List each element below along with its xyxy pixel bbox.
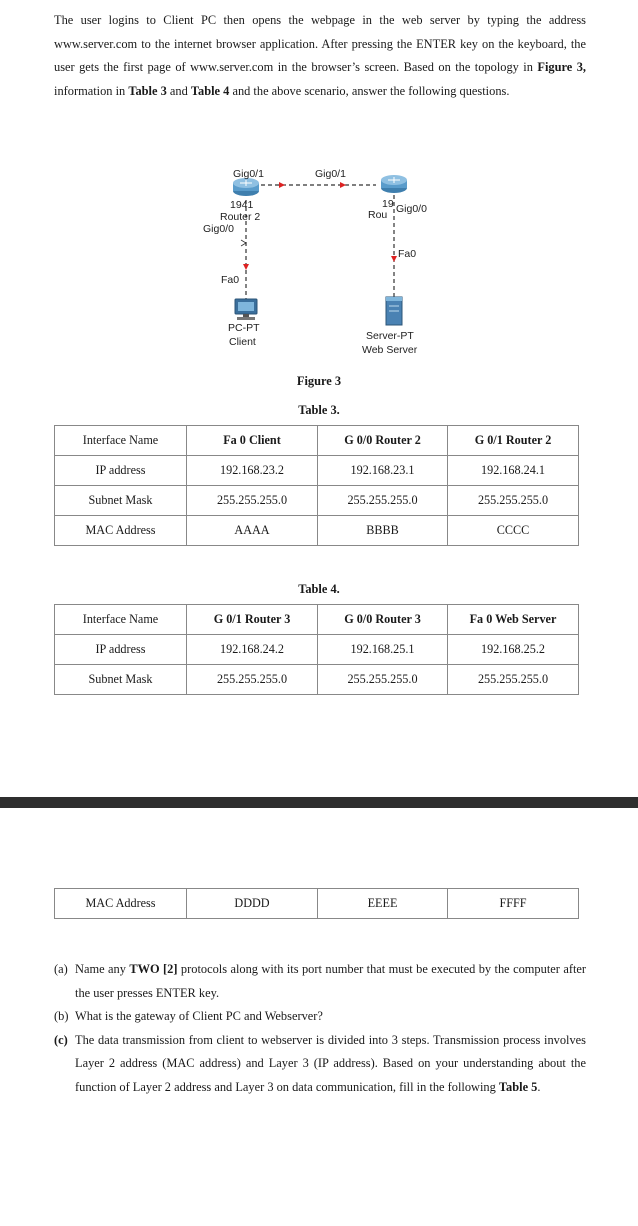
router3-name-label: Rou [368, 209, 388, 221]
table4-reference: Table 4 [190, 83, 230, 98]
table-cell: Subnet Mask [55, 665, 187, 695]
question-text-part: . [537, 1079, 541, 1094]
table4 [54, 604, 579, 695]
table-cell: IP address [55, 635, 187, 665]
link-status-icon [241, 240, 246, 246]
router2-gig00-label: Gig0/0 [203, 223, 234, 235]
figure-reference: Figure 3, [537, 60, 587, 74]
question-emphasis: Table 5 [498, 1079, 538, 1094]
table3-title: Table 3. [298, 403, 340, 417]
table-cell: CCCC [448, 516, 579, 546]
client-fa0-label: Fa0 [221, 274, 240, 286]
figure-caption: Figure 3 [296, 374, 342, 388]
question-label: (c) [54, 1032, 68, 1047]
question-text-part: protocols along with its port number that must be executed by the computer after the user presses ENTER key. [75, 962, 587, 1000]
router3-model-label: 19 [382, 198, 394, 210]
page-break-divider [0, 797, 638, 808]
router3-gig00-label: Gig0/0 [396, 203, 427, 215]
question-text [75, 958, 586, 1005]
table-cell: DDDD [187, 889, 318, 919]
intro-text: and [166, 83, 191, 98]
link-status-icon [391, 256, 397, 262]
server-icon [386, 297, 402, 325]
intro-text: and the above scenario, answer the following questions. [229, 83, 510, 98]
table-header-row [55, 426, 579, 456]
pc-icon [235, 299, 257, 320]
question-text [75, 1029, 586, 1100]
table-row [55, 635, 579, 665]
table-cell: 255.255.255.0 [448, 486, 579, 516]
question-label: (b) [54, 1009, 69, 1023]
router-icon [381, 175, 407, 193]
client-type-label: PC-PT [228, 322, 260, 334]
router-icon [233, 178, 259, 196]
link-status-icon [279, 182, 285, 188]
client-name-label: Client [229, 336, 256, 348]
question-c [54, 1029, 586, 1100]
table4-continued [54, 888, 579, 919]
table-cell: BBBB [318, 516, 448, 546]
table-header-cell: G 0/1 Router 3 [187, 605, 318, 635]
table4-title: Table 4. [298, 582, 340, 596]
server-name-label: Web Server [362, 344, 418, 356]
table-header-cell: Fa 0 Web Server [448, 605, 579, 635]
router2-name-label: Router 2 [220, 211, 261, 223]
router3-gig01-label: Gig0/1 [315, 168, 346, 180]
table-cell: 255.255.255.0 [187, 665, 318, 695]
intro-text: The user logins to Client PC then opens the webpage in the web server by typing the address www.server.com to the internet browser application. After pressing the ENTER key on the keyboard, the user gets the first page of www.server.com in the browser’s screen. Based on the topology in [54, 13, 586, 74]
table-cell: FFFF [448, 889, 579, 919]
table-header-cell: Interface Name [55, 605, 187, 635]
table-row [55, 665, 579, 695]
table-cell: MAC Address [55, 516, 187, 546]
question-text [75, 1005, 586, 1029]
table-cell: 192.168.23.1 [318, 456, 448, 486]
table-row [55, 889, 579, 919]
table-cell: AAAA [187, 516, 318, 546]
table-header-cell: G 0/0 Router 2 [318, 426, 448, 456]
server-type-label: Server-PT [366, 330, 414, 342]
table-header-row [55, 605, 579, 635]
table-header-cell: G 0/1 Router 2 [448, 426, 579, 456]
question-a [54, 958, 586, 1005]
table-row [55, 516, 579, 546]
table-cell: Subnet Mask [55, 486, 187, 516]
table3 [54, 425, 579, 546]
table-cell: 192.168.25.2 [448, 635, 579, 665]
table-row [55, 486, 579, 516]
table-header-cell: Fa 0 Client [187, 426, 318, 456]
question-label: (a) [54, 962, 68, 976]
table-cell: IP address [55, 456, 187, 486]
table-header-cell: Interface Name [55, 426, 187, 456]
question-emphasis: TWO [2] [129, 962, 178, 976]
server-fa0-label: Fa0 [398, 248, 417, 260]
table-cell: 255.255.255.0 [318, 665, 448, 695]
question-text-part: Name any [75, 962, 130, 976]
table-cell: 192.168.23.2 [187, 456, 318, 486]
intro-text: information in [54, 83, 129, 98]
question-text-part: What is the gateway of Client PC and Webserver? [75, 1009, 323, 1023]
router2-gig01-label: Gig0/1 [233, 168, 264, 180]
table3-reference: Table 3 [128, 83, 167, 98]
table-cell: 192.168.24.2 [187, 635, 318, 665]
table-cell: 255.255.255.0 [187, 486, 318, 516]
link-status-icon [243, 264, 249, 270]
question-text-part: The data transmission from client to webserver is divided into 3 steps. Transmission process involves Layer 2 address (MAC address) and Layer 3 (IP address). Based on your understanding about the function of Layer 2 address and Layer 3 on data communication, fill in the following [75, 1032, 586, 1094]
network-topology-figure [0, 0, 638, 370]
link-status-icon [340, 182, 346, 188]
table-cell: 192.168.24.1 [448, 456, 579, 486]
table-row [55, 456, 579, 486]
table-cell: 192.168.25.1 [318, 635, 448, 665]
table-cell: MAC Address [55, 889, 187, 919]
question-b [54, 1005, 586, 1029]
table-cell: EEEE [318, 889, 448, 919]
question-list [54, 958, 586, 1099]
router2-model-label: 1941 [230, 199, 254, 211]
table-cell: 255.255.255.0 [318, 486, 448, 516]
table-header-cell: G 0/0 Router 3 [318, 605, 448, 635]
table-cell: 255.255.255.0 [448, 665, 579, 695]
